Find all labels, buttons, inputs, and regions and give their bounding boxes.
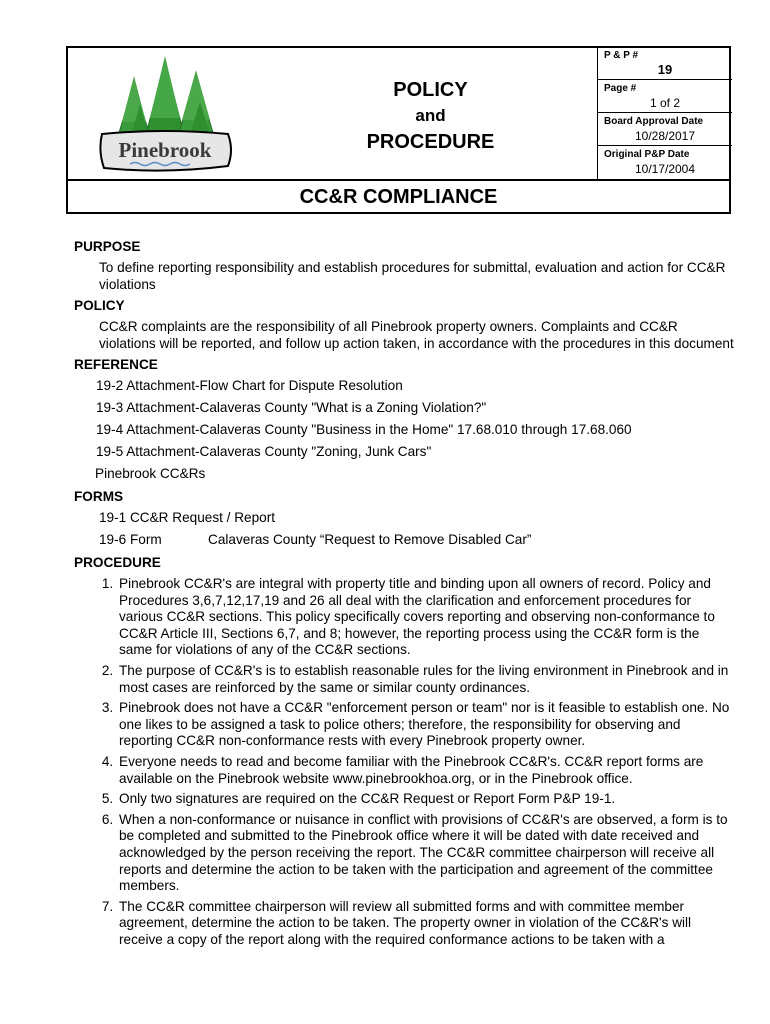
purpose-heading: PURPOSE (74, 239, 141, 254)
and-text: and (415, 106, 446, 125)
header-box (66, 46, 731, 214)
board-approval-row (598, 113, 732, 146)
board-approval-value: 10/28/2017 (634, 129, 696, 143)
policy-title: POLICY (393, 79, 468, 101)
pp-number-row (598, 48, 732, 80)
procedure-item: 7. The CC&R committee chairperson will review all submitted forms and with committee member agreement, determine the action to be taken. The property owner in violation of the CC&R's will receive a copy of the report along with the required conformance actions to be taken with a (117, 899, 734, 949)
form-code: 19-1 CC&R Request / Report (99, 510, 276, 525)
reference-item: 19-5 Attachment-Calaveras County "Zoning, Junk Cars" (96, 444, 432, 459)
reference-item: 19-2 Attachment-Flow Chart for Dispute Resolution (96, 378, 403, 393)
policy-procedure-heading (318, 78, 543, 154)
header-top (68, 48, 729, 179)
forms-heading: FORMS (74, 489, 124, 504)
purpose-text: To define reporting responsibility and establish procedures for submittal, evaluation and action for CC&R violations (99, 260, 726, 292)
page-value: 1 of 2 (649, 96, 681, 110)
procedure-list (74, 576, 734, 948)
procedure-item: 5. Only two signatures are required on the CC&R Request or Report Form P&P 19-1. (117, 791, 734, 808)
form-code: 19-6 Form (99, 532, 162, 547)
logo-text: Pinebrook (118, 138, 212, 162)
pinebrook-logo (90, 54, 240, 174)
procedure-item: 2. The purpose of CC&R's is to establish reasonable rules for the living environment in Pinebrook and in most cases are reinforced by the same or similar county ordinances. (117, 663, 734, 696)
procedure-title: PROCEDURE (366, 131, 495, 153)
form-item (74, 510, 734, 526)
procedure-item: 1. Pinebrook CC&R's are integral with property title and binding upon all owners of record. Policy and Procedures 3,6,7,12,17,19 and 26 all deal with the clarification and enforcement procedures for various CC&R sections. This policy specifically covers reporting and observing non-conformance to CC&R Article III, Sections 6,7, and 8; however, the reporting process using the CC&R form is the same for violations of any of the CC&R sections. (117, 576, 734, 659)
pp-value: 19 (657, 62, 673, 77)
document-body (74, 238, 734, 952)
reference-item: 19-4 Attachment-Calaveras County "Business in the Home" 17.68.010 through 17.68.060 (96, 422, 632, 437)
procedure-item: 4. Everyone needs to read and become familiar with the Pinebrook CC&R's. CC&R report forms are available on the Pinebrook website www.pinebrookhoa.org, or in the Pinebrook office. (117, 754, 734, 787)
form-item (74, 532, 734, 548)
document-title: CC&R COMPLIANCE (299, 186, 498, 208)
original-date-label: Original P&P Date (604, 149, 690, 160)
form-description: Calaveras County “Request to Remove Disabled Car” (208, 532, 532, 547)
pp-label: P & P # (604, 50, 639, 61)
procedure-item: 6. When a non-conformance or nuisance in conflict with provisions of CC&R's are observed, a form is to be completed and submitted to the Pinebrook office where it will be dated with date received and acknowledged by the person receiving the report. The CC&R committee chairperson will receive all reports and determine the action to be taken with the participation and agreement of the committee members. (117, 812, 734, 895)
policy-heading: POLICY (74, 298, 125, 313)
policy-text: CC&R complaints are the responsibility of all Pinebrook property owners. Complaints and CC&R violations will be reported, and follow up action taken, in accordance with the procedures in this document (99, 319, 734, 351)
metadata-column (597, 48, 732, 179)
reference-heading: REFERENCE (74, 357, 158, 372)
board-approval-label: Board Approval Date (604, 116, 704, 127)
reference-item: Pinebrook CC&Rs (95, 466, 206, 481)
reference-item: 19-3 Attachment-Calaveras County "What is a Zoning Violation?" (96, 400, 487, 415)
procedure-heading: PROCEDURE (74, 555, 161, 570)
original-date-row (598, 146, 732, 180)
page-number-row (598, 80, 732, 113)
page-label: Page # (604, 83, 637, 94)
procedure-item: 3. Pinebrook does not have a CC&R "enforcement person or team" nor is it feasible to establish one. No one likes to be assigned a task to police others; therefore, the responsibility for observing and reporting CC&R non-conformance rests with every Pinebrook property owner. (117, 700, 734, 750)
original-date-value: 10/17/2004 (634, 162, 696, 176)
